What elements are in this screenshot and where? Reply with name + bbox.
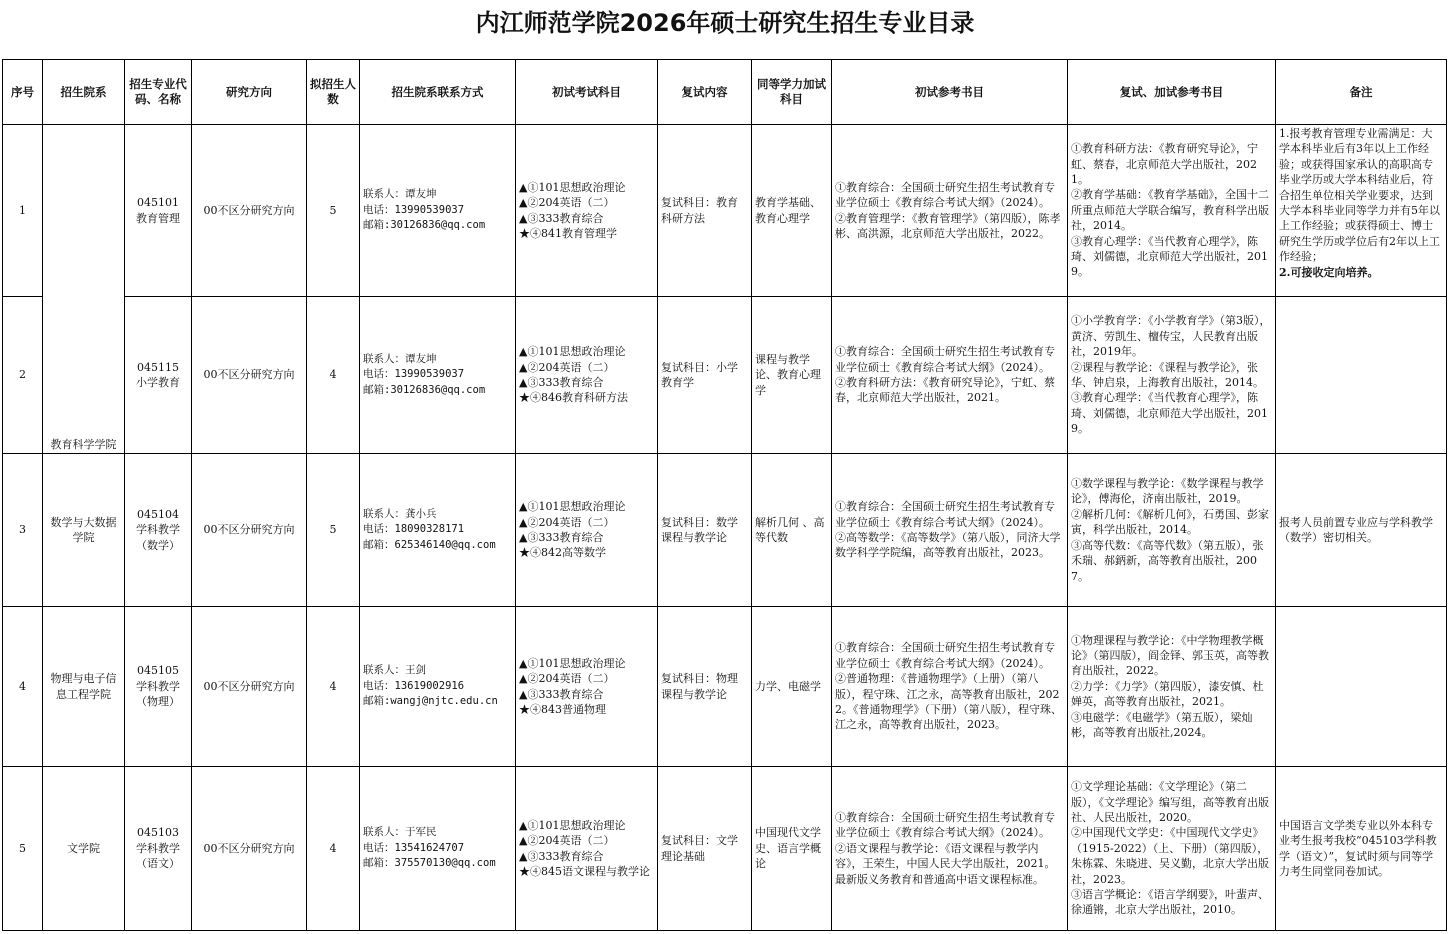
retest-cell: 复试科目：文学理论基础 <box>658 767 752 931</box>
dept-cell: 教育科学学院 <box>43 125 125 454</box>
count-cell: 5 <box>307 454 360 607</box>
remark-cell: 中国语言文学类专业以外本科专业考生报考我校“045103学科教学（语文）”，复试时须与同等学力考生同堂同卷加试。 <box>1276 767 1447 931</box>
exam-subject: ▲③333教育综合 <box>519 687 604 701</box>
initial-books-cell: ①教育综合：全国硕士研究生招生考试教育专业学位硕士《教育综合考试大纲》（2024）。 ②普通物理：《普通物理学》（上册）（第八版），程守珠、江之永，高等教育出版社，2022。《普通物理学》（下册）（第八版），程守珠、江之永，高等教育出版社，2023。 <box>832 607 1068 767</box>
retest-books-cell: ①文学理论基础：《文学理论》（第二版），《文学理论》编写组，高等教育出版社、人民出版社，2020。 ②中国现代文学史：《中国现代文学史》（1915-2022）（上、下册）（第四版），朱栋霖、朱晓进、吴义勤，北京大学出版社，2023。 ③语言学概论：《语言学纲要》，叶蜚声、徐通锵，北京大学出版社，2010。 <box>1068 767 1276 931</box>
direction-cell: 00不区分研究方向 <box>192 607 307 767</box>
exam-subject: ▲①101思想政治理论 <box>519 818 626 832</box>
retest-cell: 复试科目：教育科研方法 <box>658 125 752 297</box>
contact-cell <box>360 607 516 767</box>
major-cell <box>125 125 192 297</box>
exam-subject: ★④842高等数学 <box>519 546 606 560</box>
exam-subjects-cell <box>516 767 658 931</box>
initial-books-cell: ①教育综合：全国硕士研究生招生考试教育专业学位硕士《教育综合考试大纲》（2024）。 ②高等数学：《高等数学》（第八版），同济大学数学科学学院编，高等教育出版社，2023。 <box>832 454 1068 607</box>
contact-cell <box>360 767 516 931</box>
table-row <box>3 454 1447 607</box>
major-cell <box>125 297 192 454</box>
remark-cell: 报考人员前置专业应与学科教学（数学）密切相关。 <box>1276 454 1447 607</box>
contact-cell <box>360 297 516 454</box>
header-cell: 初试参考书目 <box>832 60 1068 125</box>
exam-subject: ▲②204英语（二） <box>519 196 615 210</box>
remark-cell <box>1276 297 1447 454</box>
header-cell: 招生专业代码、名称 <box>125 60 192 125</box>
retest-cell: 复试科目：小学教育学 <box>658 297 752 454</box>
header-cell: 备注 <box>1276 60 1447 125</box>
header-cell: 复试、加试参考书目 <box>1068 60 1276 125</box>
major-cell <box>125 454 192 607</box>
initial-books-cell: ①教育综合：全国硕士研究生招生考试教育专业学位硕士《教育综合考试大纲》（2024）。 ②教育管理学：《教育管理学》（第四版），陈孝彬、高洪源，北京师范大学出版社，2022。 <box>832 125 1068 297</box>
row-number: 4 <box>3 607 43 767</box>
exam-subject: ▲②204英语（二） <box>519 515 615 529</box>
retest-cell: 复试科目：物理课程与教学论 <box>658 607 752 767</box>
extra-exam-cell: 中国现代文学史、语言学概论 <box>752 767 832 931</box>
exam-subject: ★④841教育管理学 <box>519 226 617 240</box>
header-cell: 研究方向 <box>192 60 307 125</box>
major-name: 学科教学（数学） <box>136 523 180 552</box>
major-cell <box>125 767 192 931</box>
direction-cell: 00不区分研究方向 <box>192 297 307 454</box>
contact-line: 电话：13541624707 <box>363 841 465 854</box>
table-row <box>3 125 1447 297</box>
contact-line: 电话：13990539037 <box>363 368 465 381</box>
count-cell: 4 <box>307 607 360 767</box>
exam-subject: ▲②204英语（二） <box>519 834 615 848</box>
major-name: 教育管理 <box>136 211 180 225</box>
major-name: 学科教学（物理） <box>136 679 180 709</box>
direction-cell: 00不区分研究方向 <box>192 767 307 931</box>
remark-cell <box>1276 607 1447 767</box>
exam-subject: ▲①101思想政治理论 <box>519 180 626 194</box>
remark-bold-text: 2.可接收定向培养。 <box>1279 265 1379 279</box>
remark-cell <box>1276 125 1447 297</box>
exam-subject: ▲③333教育综合 <box>519 849 604 863</box>
exam-subject: ▲③333教育综合 <box>519 531 604 544</box>
enrollment-catalog-table <box>2 59 1447 931</box>
exam-subject: ▲①101思想政治理论 <box>519 500 626 514</box>
row-number: 1 <box>3 125 43 297</box>
exam-subject: ▲③333教育综合 <box>519 211 604 225</box>
count-cell: 5 <box>307 125 360 297</box>
contact-line: 邮箱：375570130@qq.com <box>363 857 496 870</box>
retest-cell: 复试科目：数学课程与教学论 <box>658 454 752 607</box>
contact-line: 电话：18090328171 <box>363 523 465 536</box>
retest-books-cell: ①教育科研方法：《教育研究导论》，宁虹、蔡春，北京师范大学出版社，2021。 ②教育学基础：《教育学基础》，全国十二所重点师范大学联合编写，教育科学出版社，2014。 ③教育心理学：《当代教育心理学》，陈琦、刘儒德，北京师范大学出版社，2019。 <box>1068 125 1276 297</box>
major-name: 学科教学（语文） <box>136 841 180 871</box>
contact-line: 电话：13619002916 <box>363 679 465 692</box>
exam-subjects-cell <box>516 607 658 767</box>
row-number: 5 <box>3 767 43 931</box>
exam-subjects-cell <box>516 297 658 454</box>
exam-subject: ▲②204英语（二） <box>519 672 615 686</box>
retest-books-cell: ①小学教育学：《小学教育学》（第3版），黄济、劳凯生、檀传宝，人民教育出版社，2019年。 ②课程与教学论：《课程与教学论》，张华、钟启泉，上海教育出版社，2014。 ③教育心理学：《当代教育心理学》，陈琦、刘儒德，北京师范大学出版社，2019。 <box>1068 297 1276 454</box>
table-row <box>3 767 1447 931</box>
dept-cell: 物理与电子信息工程学院 <box>43 607 125 767</box>
direction-cell: 00不区分研究方向 <box>192 125 307 297</box>
table-row <box>3 607 1447 767</box>
contact-line: 电话：13990539037 <box>363 203 465 216</box>
exam-subject: ▲②204英语（二） <box>519 360 615 374</box>
contact-line: 邮箱:wangj@njtc.edu.cn <box>363 695 498 708</box>
exam-subject: ★④843普通物理 <box>519 702 606 716</box>
exam-subject: ★④846教育科研方法 <box>519 391 628 405</box>
contact-line: 邮箱:30126836@qq.com <box>363 383 486 396</box>
contact-line: 联系人：王剑 <box>363 664 426 677</box>
exam-subject: ★④845语文课程与教学论 <box>519 864 650 878</box>
major-code: 045105 <box>137 664 179 678</box>
header-cell: 招生院系联系方式 <box>360 60 516 125</box>
header-cell: 同等学力加试科目 <box>752 60 832 125</box>
exam-subjects-cell <box>516 125 658 297</box>
header-cell: 初试考试科目 <box>516 60 658 125</box>
major-code: 045104 <box>137 507 179 521</box>
exam-subject: ▲①101思想政治理论 <box>519 345 626 359</box>
retest-books-cell: ①物理课程与教学论：《中学物理教学概论》（第四版），阎金铎、郭玉英，高等教育出版社，2022。 ②力学：《力学》（第四版），漆安慎、杜婵英，高等教育出版社，2021。 ③电磁学：《电磁学》（第五版），梁灿彬，高等教育出版社,2024。 <box>1068 607 1276 767</box>
table-row <box>3 297 1447 454</box>
dept-cell: 数学与大数据学院 <box>43 454 125 607</box>
contact-line: 联系人：龚小兵 <box>363 507 437 520</box>
row-number: 2 <box>3 297 43 454</box>
major-cell <box>125 607 192 767</box>
major-code: 045103 <box>137 826 179 840</box>
contact-line: 邮箱：625346140@qq.com <box>363 538 496 551</box>
contact-line: 联系人：谭友坤 <box>363 352 437 365</box>
contact-line: 联系人：于军民 <box>363 826 437 839</box>
contact-line: 联系人：谭友坤 <box>363 188 437 201</box>
direction-cell: 00不区分研究方向 <box>192 454 307 607</box>
count-cell: 4 <box>307 297 360 454</box>
contact-cell <box>360 125 516 297</box>
remark-text: 1.报考教育管理专业需满足：大学本科毕业后有3年以上工作经验；或获得国家承认的高职高专毕业学历或大学本科结业后，符合招生单位相关学业要求，达到大学本科毕业同等学力并有5年以上工作经验；或获得硕士、博士研究生学历或学位后有2年以上工作经验； <box>1279 127 1440 264</box>
header-cell: 复试内容 <box>658 60 752 125</box>
initial-books-cell: ①教育综合：全国硕士研究生招生考试教育专业学位硕士《教育综合考试大纲》（2024）。 ②语文课程与教学论：《语文课程与教学内容》，王荣生，中国人民大学出版社，2021。最新版义务教育和普通高中语文课程标准。 <box>832 767 1068 931</box>
extra-exam-cell: 解析几何 、高等代数 <box>752 454 832 607</box>
extra-exam-cell: 力学、电磁学 <box>752 607 832 767</box>
row-number: 3 <box>3 454 43 607</box>
exam-subject: ▲③333教育综合 <box>519 376 604 389</box>
initial-books-cell: ①教育综合：全国硕士研究生招生考试教育专业学位硕士《教育综合考试大纲》（2024）。 ②教育科研方法：《教育研究导论》，宁虹、蔡春，北京师范大学出版社，2021。 <box>832 297 1068 454</box>
contact-cell <box>360 454 516 607</box>
major-code: 045115 <box>137 360 179 374</box>
extra-exam-cell: 课程与教学论、教育心理学 <box>752 297 832 454</box>
retest-books-cell: ①数学课程与教学论：《数学课程与教学论》，傅海伦，济南出版社，2019。 ②解析几何：《解析几何》，石勇国、彭家寅，科学出版社，2014。 ③高等代数：《高等代数》（第五版），张禾瑞、郝鈵新，高等教育出版社，2007。 <box>1068 454 1276 607</box>
header-cell: 拟招生人数 <box>307 60 360 125</box>
page-title: 内江师范学院2026年硕士研究生招生专业目录 <box>475 9 975 37</box>
header-row <box>3 60 1447 125</box>
dept-cell: 文学院 <box>43 767 125 931</box>
exam-subject: ▲①101思想政治理论 <box>519 656 626 670</box>
major-code: 045101 <box>137 196 179 210</box>
extra-exam-cell: 教育学基础、教育心理学 <box>752 125 832 297</box>
count-cell: 4 <box>307 767 360 931</box>
exam-subjects-cell <box>516 454 658 607</box>
header-cell: 序号 <box>3 60 43 125</box>
header-cell: 招生院系 <box>43 60 125 125</box>
contact-line: 邮箱:30126836@qq.com <box>363 219 486 232</box>
major-name: 小学教育 <box>136 376 180 389</box>
